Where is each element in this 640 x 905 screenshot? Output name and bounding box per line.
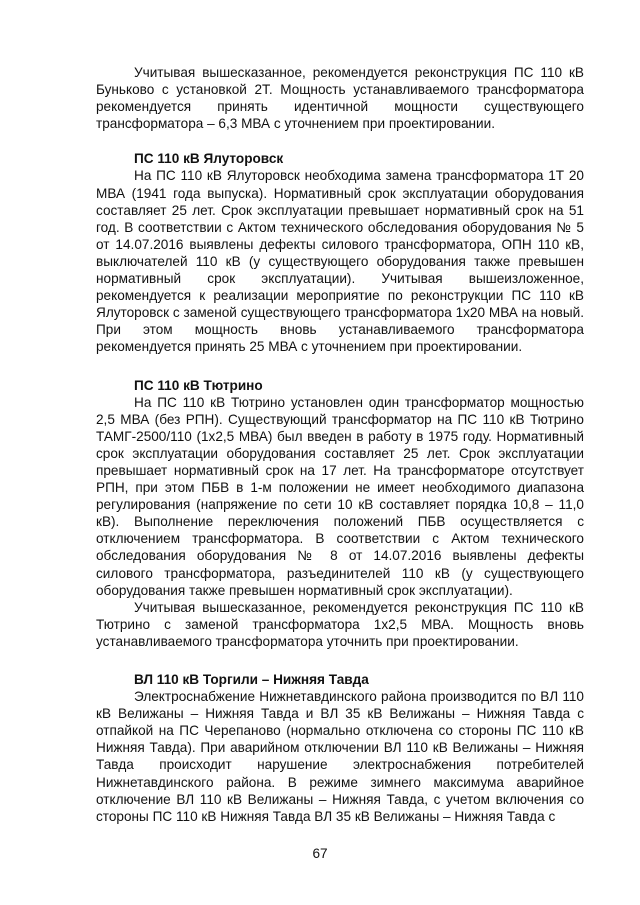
page-number: 67 <box>312 846 328 861</box>
paragraph-yalutorovsk: На ПС 110 кВ Ялуторовск необходима замена трансформатора 1Т 20 МВА (1941 года выпуска). Нормативный срок эксплуатации оборудования составляет 25 лет. Срок эксплуатации превышает нормативный срок на 51 год. В соответствии с Актом технического обследования оборудования № 5 от 14.07.2016 выявлены дефекты силового трансформатора, ОПН 110 кВ, выключателей 110 кВ (у существующего оборудования также превышен нормативный срок эксплуатации). Учитывая вышеизложенное, рекомендуется к реализации мероприятие по реконструкции ПС 110 кВ Ялуторовск с заменой существующего трансформатора 1х20 МВА на новый. При этом мощность вновь устанавливаемого трансформатора рекомендуется принять 25 МВА с уточнением при проектировании. <box>96 168 584 355</box>
paragraph-tyutrino-2: Учитывая вышесказанное, рекомендуется реконструкция ПС 110 кВ Тютрино с заменой трансформатора 1х2,5 МВА. Мощность вновь устанавливаемого трансформатора уточнить при проектировании. <box>96 599 584 649</box>
section-heading-yalutorovsk: ПС 110 кВ Ялуторовск <box>134 151 284 167</box>
paragraph-tyutrino-1: На ПС 110 кВ Тютрино установлен один трансформатор мощностью 2,5 МВА (без РПН). Существующий трансформатор на ПС 110 кВ Тютрино ТАМГ-2500/110 (1х2,5 МВА) был введен в работу в 1975 году. Нормативный срок эксплуатации оборудования составляет 25 лет. Срок эксплуатации превышает нормативный срок на 17 лет. На трансформаторе отсутствует РПН, при этом ПБВ в 1-м положении не имеет необходимого диапазона регулирования (напряжение по сети 10 кВ составляет порядка 10,8 – 11,0 кВ). Выполнение переключения положений ПБВ осуществляется с отключением трансформатора. В соответствии с Актом технического обследования оборудования № 8 от 14.07.2016 выявлены дефекты силового трансформатора, разъединителей 110 кВ (у существующего оборудования также превышен нормативный срок эксплуатации). <box>96 394 584 598</box>
paragraph-torgili-line: Электроснабжение Нижнетавдинского района производится по ВЛ 110 кВ Велижаны – Нижняя Тавда и ВЛ 35 кВ Велижаны – Нижняя Тавда с отпайкой на ПС Черепаново (нормально отключена со стороны ПС 110 кВ Нижняя Тавда). При аварийном отключении ВЛ 110 кВ Велижаны – Нижняя Тавда происходит нарушение электроснабжения потребителей Нижнетавдинского района. В режиме зимнего максимума аварийное отключение ВЛ 110 кВ Велижаны – Нижняя Тавда, с учетом включения со стороны ПС 110 кВ Нижняя Тавда ВЛ 35 кВ Велижаны – Нижняя Тавда с <box>96 689 584 824</box>
section-heading-torgili-line: ВЛ 110 кВ Торгили – Нижняя Тавда <box>134 672 369 687</box>
intro-paragraph: Учитывая вышесказанное, рекомендуется реконструкция ПС 110 кВ Буньково с установкой 2Т. Мощность устанавливаемого трансформатора рекомендуется принять идентичной мощности существующего трансформатора – 6,3 МВА с уточнением при проектировании. <box>96 65 584 132</box>
document-page <box>96 64 584 825</box>
section-heading-tyutrino: ПС 110 кВ Тютрино <box>134 377 263 393</box>
